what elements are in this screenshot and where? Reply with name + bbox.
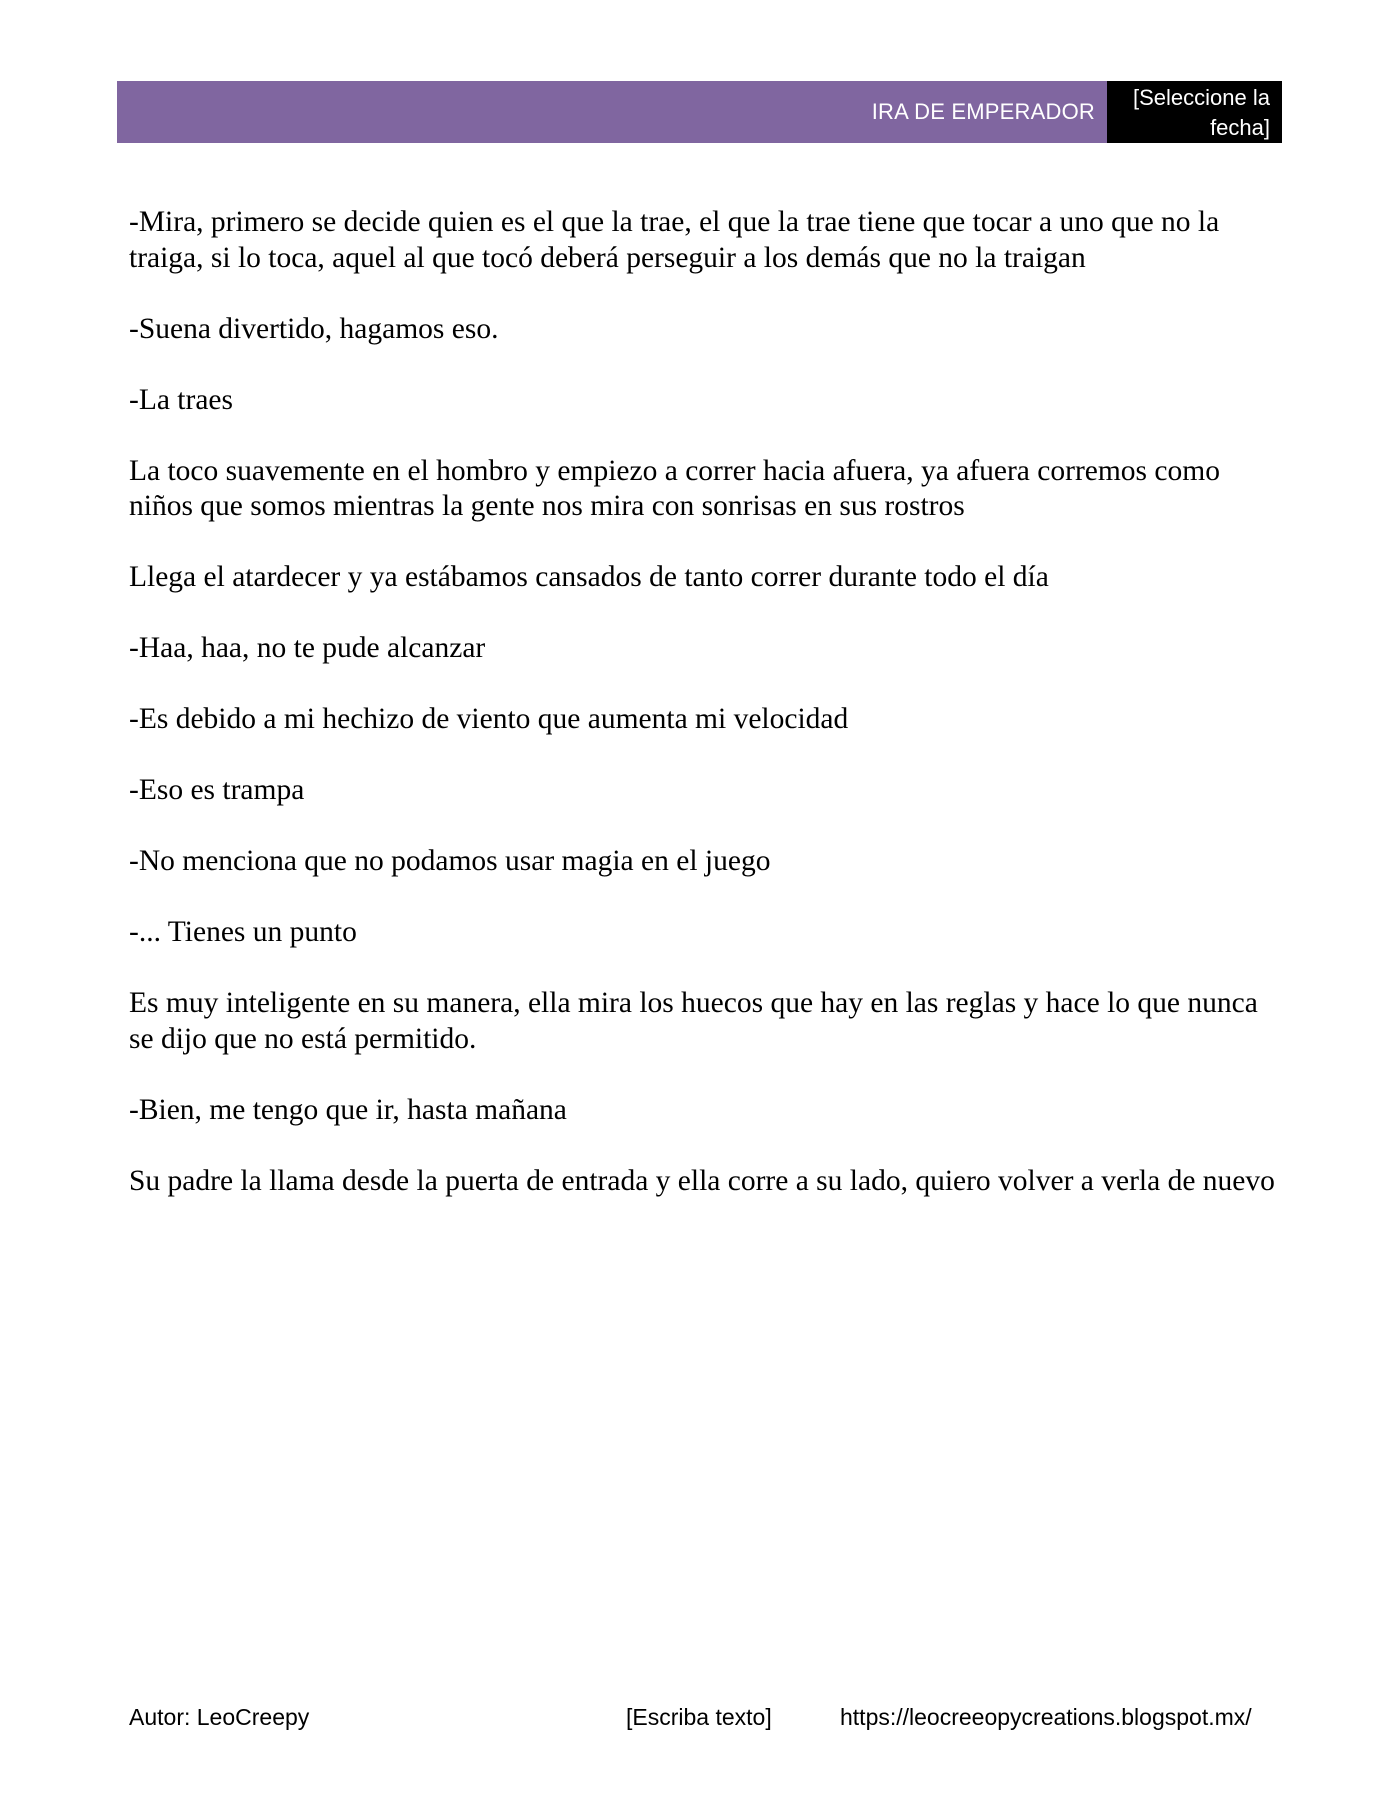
footer-author: Autor: LeoCreepy (129, 1704, 310, 1730)
paragraph: -Eso es trampa (129, 774, 305, 806)
paragraph: -Haa, haa, no te pude alcanzar (129, 632, 486, 664)
paragraph: -Suena divertido, hagamos eso. (129, 312, 499, 345)
paragraph: La toco suavemente en el hombro y empiezo a correr hacia afuera, ya afuera corremos como niños que somos mientras la gente nos mira con sonrisas en sus rostros (129, 454, 1220, 522)
paragraph: -Es debido a mi hechizo de viento que aumenta mi velocidad (129, 703, 849, 735)
date-picker-field[interactable] (1107, 81, 1282, 143)
header-title-band (117, 81, 1107, 143)
footer-url-link[interactable]: https://leocreeopycreations.blogspot.mx/ (840, 1704, 1252, 1730)
footer-text-placeholder[interactable]: [Escriba texto] (626, 1704, 772, 1730)
document-body (129, 205, 1279, 1235)
paragraph: -... Tienes un punto (129, 916, 357, 948)
date-placeholder: [Seleccione la fecha] (1133, 85, 1270, 140)
document-title[interactable]: IRA DE EMPERADOR (871, 99, 1095, 124)
paragraph: -La traes (129, 383, 233, 416)
paragraph: Llega el atardecer y ya estábamos cansados de tanto correr durante todo el día (129, 561, 1049, 593)
paragraph: -No menciona que no podamos usar magia en el juego (129, 845, 771, 877)
paragraph: Su padre la llama desde la puerta de entrada y ella corre a su lado, quiero volver a verla de nuevo (129, 1164, 1275, 1197)
paragraph: Es muy inteligente en su manera, ella mira los huecos que hay en las reglas y hace lo que nunca se dijo que no está permitido. (129, 987, 1258, 1055)
paragraph: -Bien, me tengo que ir, hasta mañana (129, 1093, 567, 1126)
paragraph: -Mira, primero se decide quien es el que la trae, el que la trae tiene que tocar a uno que no la traiga, si lo toca, aquel al que tocó deberá perseguir a los demás que no la traigan (129, 206, 1220, 274)
